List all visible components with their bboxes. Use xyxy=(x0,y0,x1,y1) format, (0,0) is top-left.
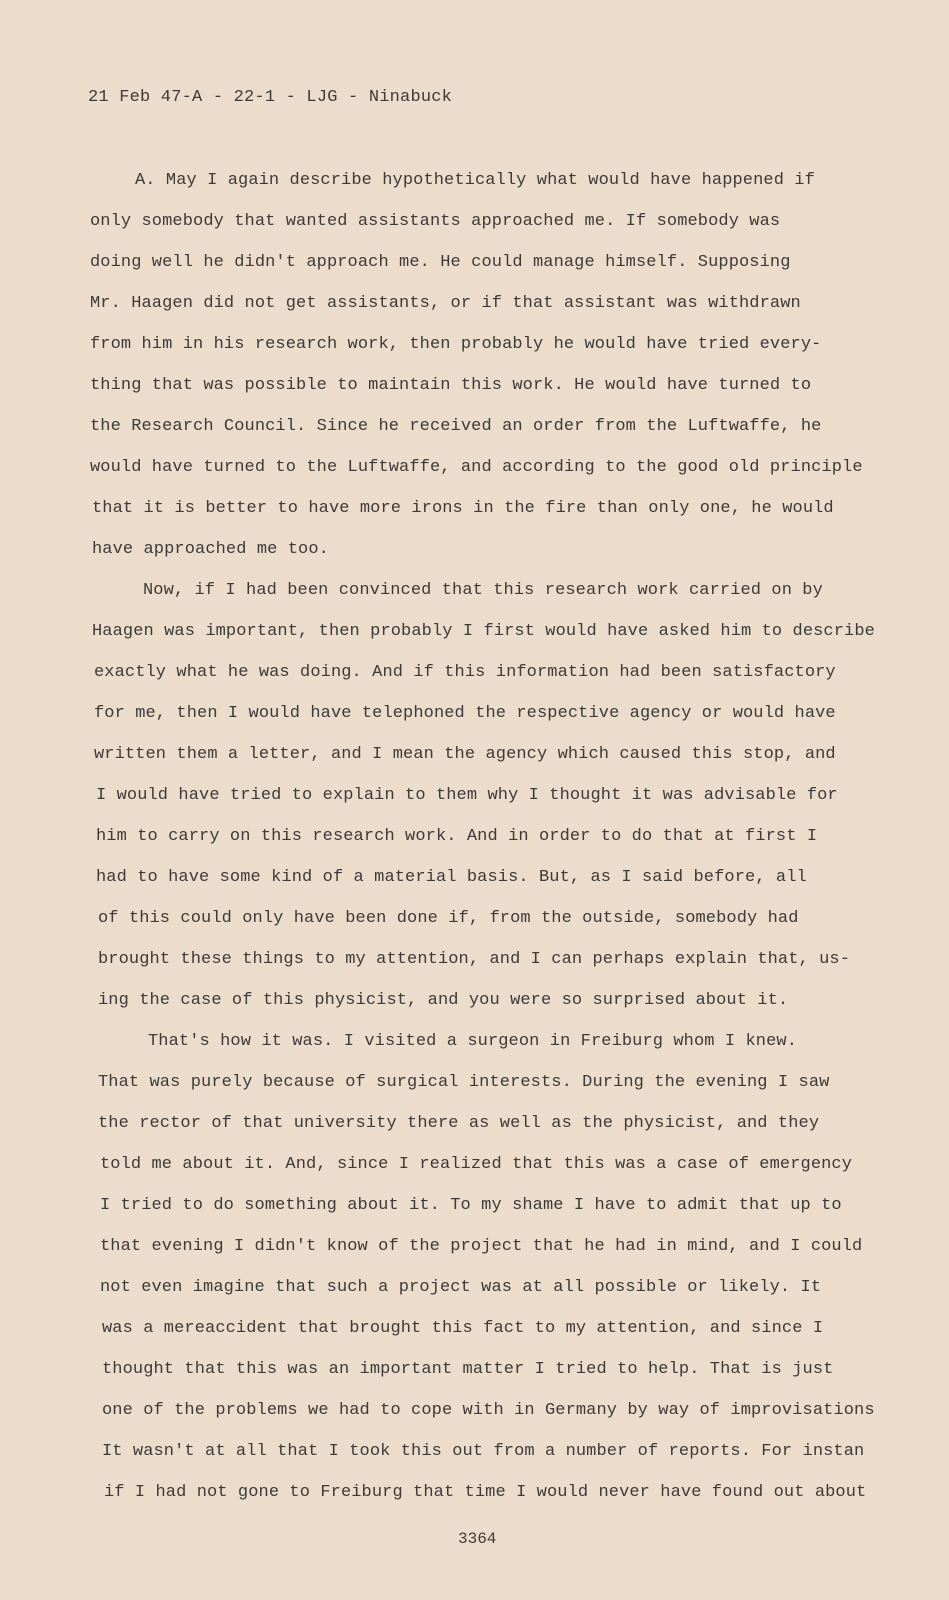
text-line: for me, then I would have telephoned the respective agency or would have xyxy=(94,704,836,723)
page-header: 21 Feb 47-A - 22-1 - LJG - Ninabuck xyxy=(88,88,453,107)
text-line: ing the case of this physicist, and you were so surprised about it. xyxy=(98,991,789,1010)
text-line: have approached me too. xyxy=(92,540,329,559)
text-line: doing well he didn't approach me. He could manage himself. Supposing xyxy=(90,253,791,272)
text-line: I tried to do something about it. To my shame I have to admit that up to xyxy=(100,1196,842,1215)
text-line: one of the problems we had to cope with in Germany by way of improvisations xyxy=(102,1401,875,1420)
text-line: had to have some kind of a material basis. But, as I said before, all xyxy=(96,868,807,887)
text-line: the Research Council. Since he received an order from the Luftwaffe, he xyxy=(90,417,822,436)
text-line: I would have tried to explain to them why I thought it was advisable for xyxy=(96,786,838,805)
text-line: brought these things to my attention, and I can perhaps explain that, us- xyxy=(98,950,851,969)
text-line: thing that was possible to maintain this work. He would have turned to xyxy=(90,376,812,395)
text-line: that evening I didn't know of the project that he had in mind, and I could xyxy=(100,1237,863,1256)
text-line: not even imagine that such a project was at all possible or likely. It xyxy=(100,1278,822,1297)
text-line: thought that this was an important matter I tried to help. That is just xyxy=(102,1360,834,1379)
text-line: was a mereaccident that brought this fact to my attention, and since I xyxy=(102,1319,824,1338)
text-line: told me about it. And, since I realized that this was a case of emergency xyxy=(100,1155,853,1174)
text-line: would have turned to the Luftwaffe, and according to the good old principle xyxy=(90,458,863,477)
text-line: That was purely because of surgical interests. During the evening I saw xyxy=(98,1073,830,1092)
text-line: It wasn't at all that I took this out from a number of reports. For instan xyxy=(102,1442,865,1461)
text-line: the rector of that university there as well as the physicist, and they xyxy=(98,1114,820,1133)
text-line: if I had not gone to Freiburg that time I would never have found out about xyxy=(104,1483,867,1502)
text-line: him to carry on this research work. And in order to do that at first I xyxy=(96,827,818,846)
text-line: That's how it was. I visited a surgeon in Freiburg whom I knew. xyxy=(148,1032,798,1051)
page-number: 3364 xyxy=(458,1530,497,1548)
text-line: Mr. Haagen did not get assistants, or if that assistant was withdrawn xyxy=(90,294,801,313)
text-line: of this could only have been done if, from the outside, somebody had xyxy=(98,909,799,928)
text-line: Haagen was important, then probably I first would have asked him to describe xyxy=(92,622,875,641)
text-line: written them a letter, and I mean the agency which caused this stop, and xyxy=(94,745,836,764)
text-line: only somebody that wanted assistants approached me. If somebody was xyxy=(90,212,781,231)
text-line: Now, if I had been convinced that this research work carried on by xyxy=(143,581,823,600)
text-line: exactly what he was doing. And if this information had been satisfactory xyxy=(94,663,836,682)
text-line: A. May I again describe hypothetically what would have happened if xyxy=(135,171,815,190)
text-line: from him in his research work, then probably he would have tried every- xyxy=(90,335,822,354)
text-line: that it is better to have more irons in the fire than only one, he would xyxy=(92,499,834,518)
